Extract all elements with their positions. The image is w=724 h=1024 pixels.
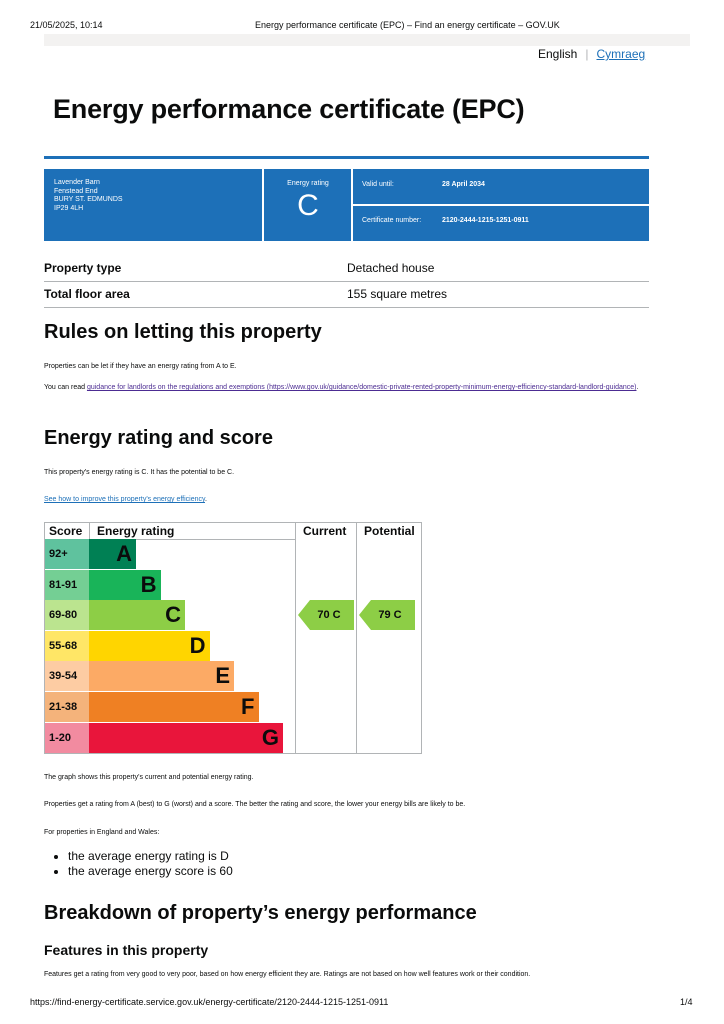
rating-band-letter: B: [140, 571, 157, 597]
gridline: [356, 523, 357, 753]
letting-heading: Rules on letting this property: [44, 321, 322, 343]
floor-area-label: Total floor area: [44, 287, 130, 301]
print-page-number: 1/4: [680, 997, 693, 1007]
print-datetime: 21/05/2025, 10:14: [30, 20, 103, 30]
potential-rating-arrow-label: 79 C: [378, 609, 402, 622]
rating-explanation: Properties get a rating from A (best) to G (worst) and a score. The better the rating and score, the lower your energy bills are likely to be.: [44, 801, 466, 808]
valid-until-value: 28 April 2034: [442, 181, 485, 188]
rating-band-letter: F: [241, 694, 255, 719]
current-rating-arrow: [298, 600, 354, 630]
current-header: Current: [303, 524, 347, 538]
certificate-summary: [44, 169, 649, 241]
divider: [352, 204, 649, 206]
rating-header: Energy rating: [97, 524, 175, 538]
energy-rating-heading: Energy rating and score: [44, 427, 273, 449]
score-cell-d: 55-68: [45, 631, 89, 661]
improve-efficiency-line: [44, 495, 649, 504]
property-address: [54, 179, 123, 213]
print-page-title: Energy performance certificate (EPC) – Find an energy certificate – GOV.UK: [255, 20, 560, 30]
gridline: [89, 523, 90, 539]
breakdown-heading: Breakdown of property’s energy performance: [44, 902, 477, 924]
landlord-guidance-link[interactable]: guidance for landlords on the regulations and exemptions (https://www.gov.uk/guidance/domestic-private-rented-property-minimum-energy-efficiency-standard-landlord-guidance): [86, 384, 637, 391]
link-suffix: .: [205, 496, 207, 503]
energy-rating-paragraph: This property's energy rating is C. It has the potential to be C.: [44, 469, 235, 476]
score-cell-b: 81-91: [45, 570, 89, 600]
language-welsh-link[interactable]: Cymraeg: [596, 47, 646, 61]
rating-band-b: [89, 570, 161, 600]
language-bar: [44, 34, 690, 46]
rating-band-g: [89, 723, 283, 753]
potential-header: Potential: [364, 524, 415, 538]
score-cell-c: 69-80: [45, 600, 89, 630]
potential-rating-arrow: [359, 600, 415, 630]
list-item: • the average energy score is 60: [68, 864, 233, 879]
graph-explanation: The graph shows this property's current and potential energy rating.: [44, 774, 254, 781]
energy-rating-letter: C: [297, 189, 319, 222]
floor-area-value: 155 square metres: [347, 287, 448, 301]
floor-area-row: [44, 282, 649, 308]
rating-band-letter: A: [116, 541, 132, 566]
improve-efficiency-link[interactable]: See how to improve this property's energy efficiency: [44, 496, 205, 503]
valid-until-label: Valid until:: [362, 181, 394, 188]
property-type-row: [44, 256, 649, 282]
rating-band-d: [89, 631, 210, 661]
features-heading: Features in this property: [44, 942, 209, 958]
rating-band-letter: G: [261, 724, 279, 750]
rating-band-a: [89, 539, 136, 569]
certificate-number-label: Certificate number:: [362, 217, 422, 224]
energy-rating-chart: [44, 522, 422, 754]
rating-band-letter: C: [165, 602, 181, 628]
address-line: BURY ST. EDMUNDS: [54, 196, 123, 203]
score-cell-g: 1-20: [45, 723, 89, 753]
guidance-prefix: You can read: [44, 384, 87, 391]
rating-band-f: [89, 692, 259, 722]
address-line: IP29 4LH: [54, 204, 84, 212]
score-cell-f: 21-38: [45, 692, 89, 722]
language-switcher: English | Cymraeg: [538, 47, 646, 61]
score-cell-e: 39-54: [45, 661, 89, 691]
list-item: • the average energy rating is D: [68, 849, 233, 864]
address-line: Fenstead End: [54, 187, 98, 195]
england-wales-intro: For properties in England and Wales:: [44, 829, 160, 836]
letting-paragraph: Properties can be let if they have an energy rating from A to E.: [44, 363, 237, 370]
language-english: English: [538, 47, 578, 61]
energy-rating-label: Energy rating: [287, 180, 329, 187]
score-cell-a: 92+: [45, 539, 89, 569]
average-list: [52, 849, 233, 879]
print-url: https://find-energy-certificate.service.gov.uk/energy-certificate/2120-2444-1215-1251-0911: [30, 997, 389, 1007]
rating-band-c: [89, 600, 185, 630]
letting-guidance: [44, 383, 649, 392]
guidance-suffix: .: [636, 384, 639, 391]
rating-band-letter: D: [189, 632, 206, 658]
property-type-label: Property type: [44, 261, 122, 275]
page-title: Energy performance certificate (EPC): [53, 94, 525, 124]
address-line: Lavender Barn: [54, 179, 100, 186]
features-paragraph: Features get a rating from very good to very poor, based on how energy efficient they are. Ratings are not based on how well features work or their condition.: [44, 971, 531, 978]
rating-band-e: [89, 661, 234, 691]
property-type-value: Detached house: [347, 261, 435, 275]
title-divider: [44, 156, 649, 159]
score-header: Score: [49, 524, 83, 538]
certificate-number-value: 2120-2444-1215-1251-0911: [442, 217, 529, 224]
rating-band-letter: E: [215, 663, 230, 689]
gridline: [295, 523, 296, 753]
current-rating-arrow-label: 70 C: [317, 609, 341, 622]
